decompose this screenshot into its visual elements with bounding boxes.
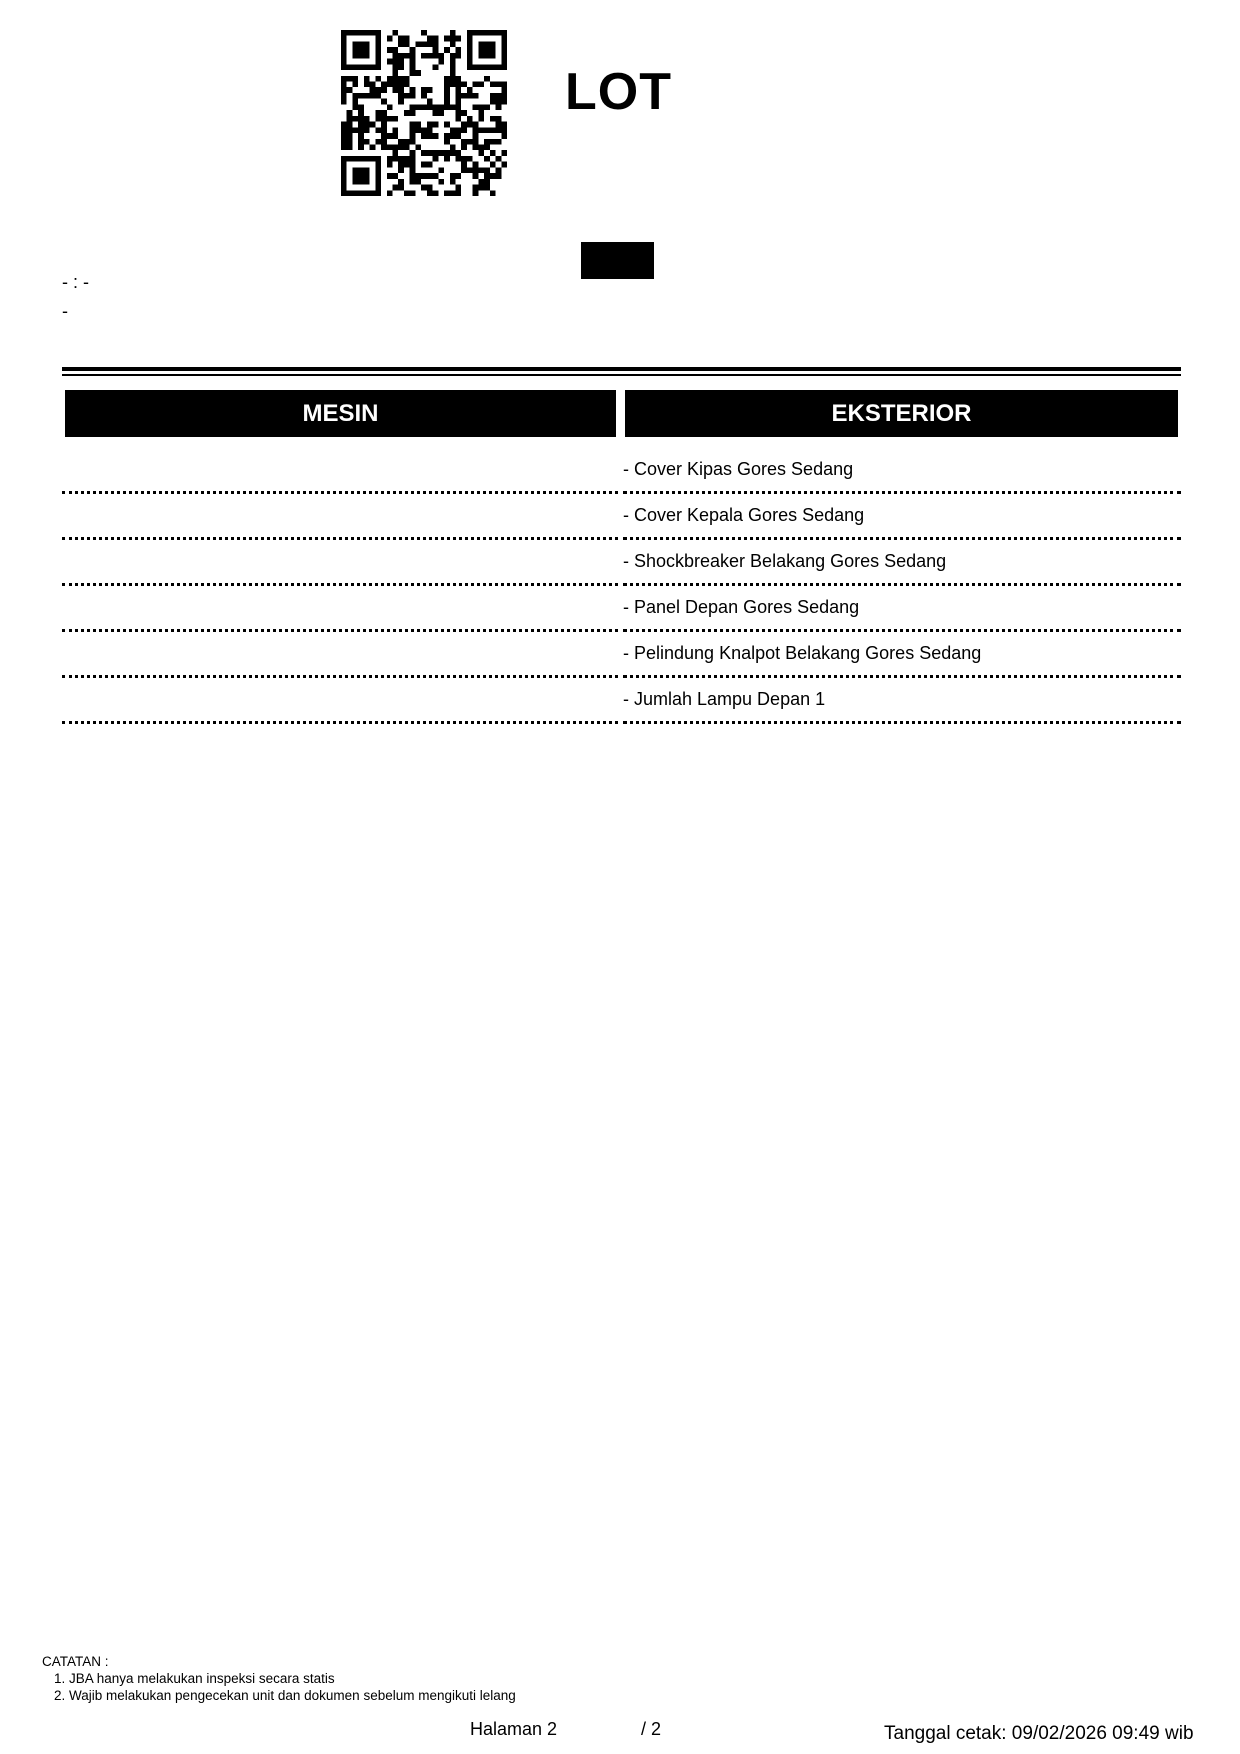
lot-number-badge <box>581 242 654 279</box>
mesin-column-header: MESIN <box>65 390 616 437</box>
eksterior-column-header: EKSTERIOR <box>625 390 1178 437</box>
mesin-row <box>62 586 618 632</box>
qr-code <box>341 30 507 196</box>
eksterior-row: - Pelindung Knalpot Belakang Gores Sedang <box>623 632 1181 678</box>
mesin-row <box>62 448 618 494</box>
page-total: / 2 <box>641 1719 662 1739</box>
notes-heading: CATATAN : <box>42 1654 109 1669</box>
header-divider-thin <box>62 374 1181 376</box>
print-date: Tanggal cetak: 09/02/2026 09:49 wib <box>884 1723 1194 1744</box>
mesin-row <box>62 540 618 586</box>
mesin-row <box>62 632 618 678</box>
eksterior-row: - Jumlah Lampu Depan 1 <box>623 678 1181 724</box>
page-title: LOT <box>565 63 672 121</box>
note-item: 2. Wajib melakukan pengecekan unit dan dokumen sebelum mengikuti lelang <box>54 1688 516 1703</box>
mesin-row <box>62 678 618 724</box>
info-line-2: - <box>62 301 68 321</box>
eksterior-row: - Cover Kipas Gores Sedang <box>623 448 1181 494</box>
info-line-1: - : - <box>62 272 89 292</box>
eksterior-row: - Shockbreaker Belakang Gores Sedang <box>623 540 1181 586</box>
eksterior-row: - Cover Kepala Gores Sedang <box>623 494 1181 540</box>
eksterior-row: - Panel Depan Gores Sedang <box>623 586 1181 632</box>
header-divider-thick <box>62 367 1181 371</box>
page-number: Halaman 2 <box>470 1719 558 1739</box>
note-item: 1. JBA hanya melakukan inspeksi secara statis <box>54 1671 335 1686</box>
mesin-row <box>62 494 618 540</box>
notes-section <box>42 1653 516 1704</box>
